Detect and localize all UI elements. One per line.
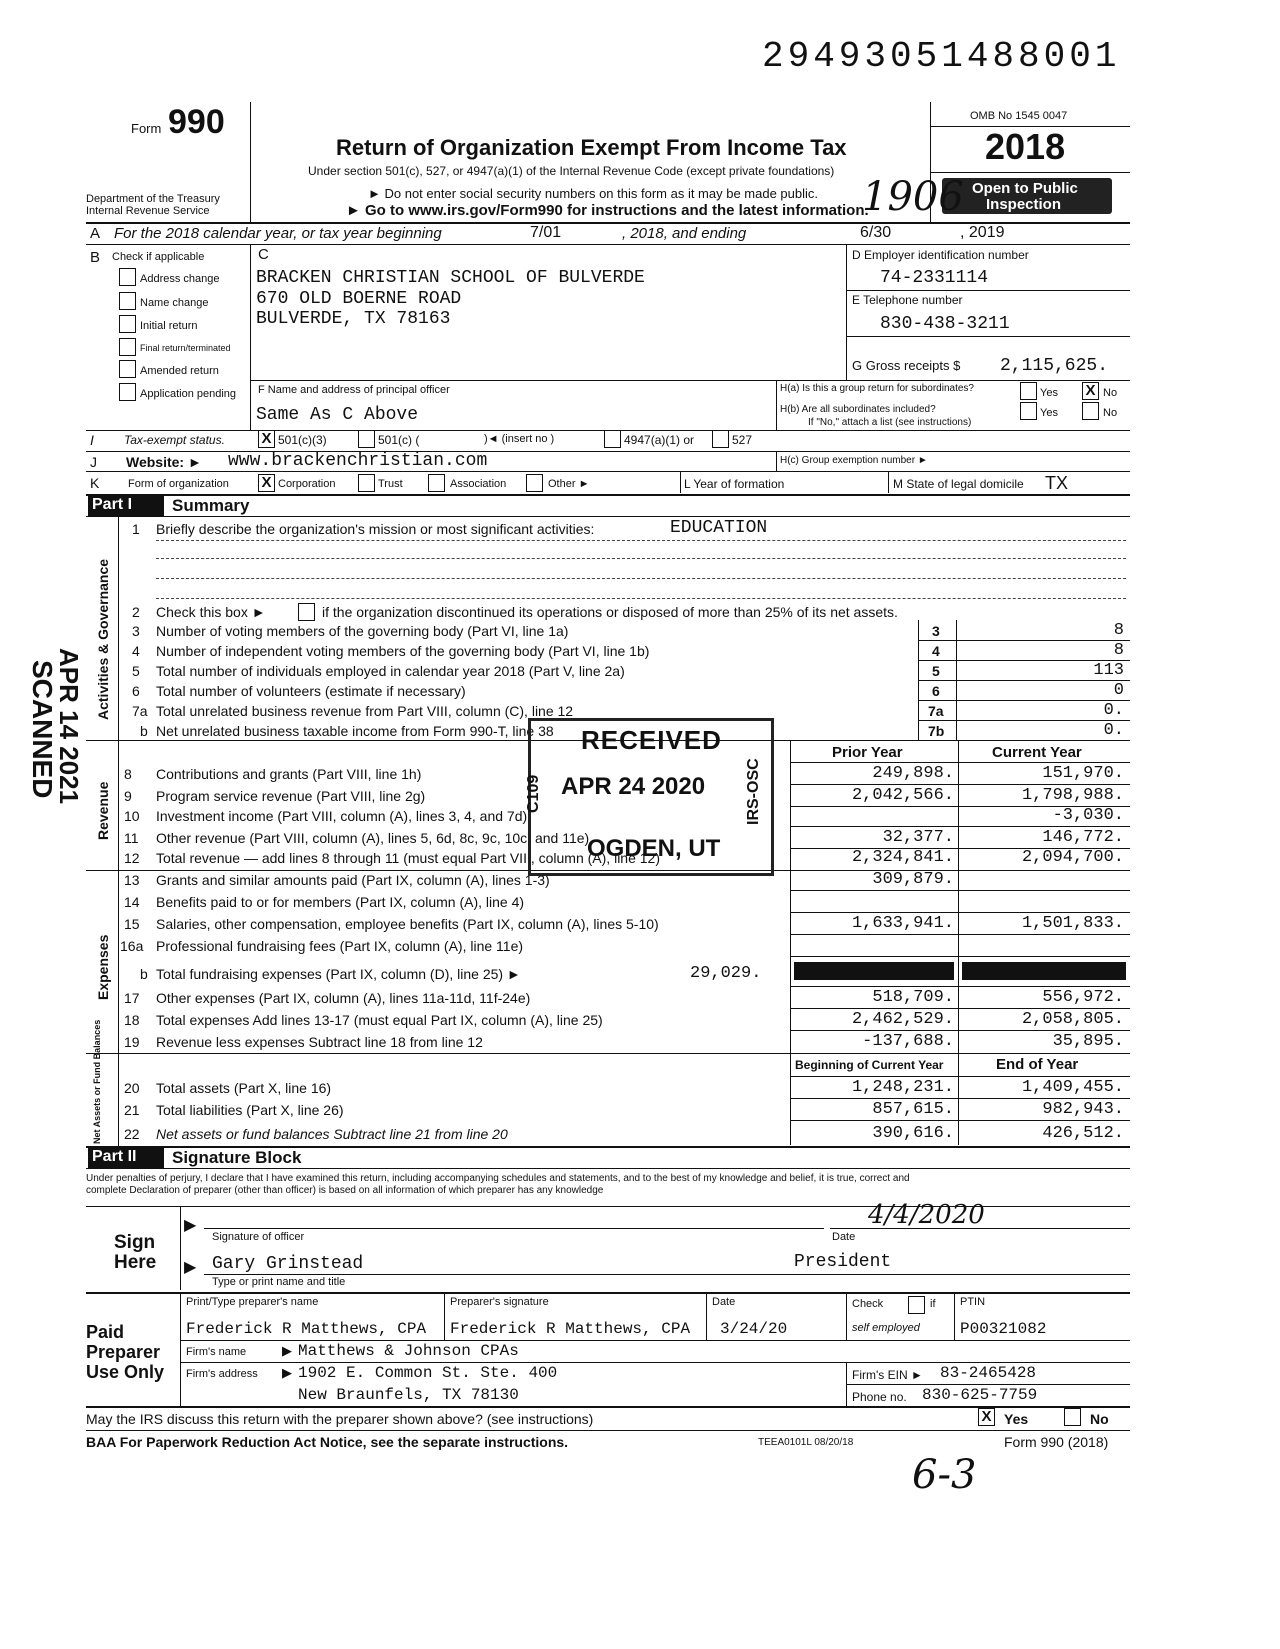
col-prior-year: Prior Year [832, 744, 903, 761]
stamp-left-code: C109 [525, 774, 542, 813]
label-insert-no: )◄ (insert no ) [484, 433, 555, 445]
firm-ein-label: Firm's EIN ► [852, 1368, 923, 1382]
line-11-prior[interactable]: 32,377. [882, 828, 954, 847]
checkbox-application-pending[interactable] [119, 383, 136, 401]
line-8-text: Contributions and grants (Part VIII, line 1h) [156, 766, 422, 782]
scanned-date: APR 14 2021 [54, 648, 84, 805]
line-l-label: L Year of formation [684, 477, 785, 491]
line-17-prior[interactable]: 518,709. [872, 988, 954, 1007]
checkbox-501c[interactable] [358, 430, 375, 448]
sign-arrow-icon: ▶ [184, 1217, 197, 1234]
line-16b-num: b [140, 966, 148, 982]
line-8-num: 8 [124, 766, 132, 782]
if-label: if [930, 1298, 936, 1310]
h-b-label: H(b) Are all subordinates included? [780, 404, 936, 415]
part-1-label [88, 496, 164, 516]
date-label: Date [832, 1231, 856, 1243]
line-16a-text: Professional fundraising fees (Part IX, column (A), line 11e) [156, 938, 524, 954]
line-4-value[interactable]: 8 [1113, 641, 1124, 660]
firm-address-2[interactable]: New Braunfels, TX 78130 [298, 1386, 519, 1404]
footer-code: TEEA0101L 08/20/18 [758, 1437, 854, 1448]
line-a-mid: , 2018, and ending [622, 225, 747, 242]
checkbox-discontinued[interactable] [298, 603, 315, 621]
officer-signature-date[interactable]: 4/4/2020 [868, 1200, 985, 1230]
preparer-phone[interactable]: 830-625-7759 [922, 1386, 1038, 1404]
checkbox-final-return[interactable] [119, 338, 136, 356]
stamp-received: RECEIVED [581, 725, 722, 755]
discuss-text: May the IRS discuss this return with the preparer shown above? (see instructions) [86, 1411, 594, 1427]
part-2-label [88, 1148, 164, 1168]
line-19-current[interactable]: 35,895. [1052, 1032, 1124, 1051]
checkbox-association[interactable] [428, 474, 445, 492]
line-21-text: Total liabilities (Part X, line 26) [156, 1102, 344, 1118]
h-a-label: H(a) Is this a group return for subordinates? [780, 383, 974, 394]
address-arrow-icon: ▶ [282, 1365, 292, 1380]
line-j-letter: J [90, 454, 97, 470]
line-19-text: Revenue less expenses Subtract line 18 from line 12 [156, 1034, 483, 1050]
label-name-change: Name change [140, 297, 209, 309]
label-address-change: Address change [140, 273, 220, 285]
inspection-text: Inspection [986, 196, 1062, 213]
box-b-title: Check if applicable [112, 251, 205, 263]
open-to-public-badge [942, 178, 1112, 214]
line-17-num: 17 [124, 990, 140, 1006]
line-5-text: Total number of individuals employed in calendar year 2018 (Part V, line 2a) [156, 663, 625, 679]
line-14-num: 14 [124, 894, 140, 910]
line-18-text: Total expenses Add lines 13-17 (must equal Part IX, column (A), line 25) [156, 1012, 603, 1028]
part-1-label-text: Part I [92, 496, 133, 513]
ptin-label: PTIN [960, 1296, 986, 1308]
sidebar-net-assets: Net Assets or Fund Balances [92, 1019, 102, 1144]
line-3-text: Number of voting members of the governing body (Part VI, line 1a) [156, 623, 569, 639]
firm-address-label: Firm's address [186, 1368, 258, 1380]
line-k-label: Form of organization [128, 478, 229, 490]
label-501c3: 501(c)(3) [278, 433, 327, 447]
line-13-text: Grants and similar amounts paid (Part IX, column (A), lines 1-3) [156, 872, 550, 888]
stamp-city: OGDEN, UT [587, 835, 721, 862]
line-15-text: Salaries, other compensation, employee benefits (Part IX, column (A), lines 5-10) [156, 916, 659, 932]
firm-address-1[interactable]: 1902 E. Common St. Ste. 400 [298, 1364, 558, 1382]
line-21-begin[interactable]: 857,615. [872, 1100, 954, 1119]
preparer-date[interactable]: 3/24/20 [720, 1320, 788, 1338]
line-16a-num: 16a [120, 938, 144, 954]
line-5-num: 5 [132, 663, 140, 679]
self-employed-checkbox[interactable] [908, 1296, 925, 1314]
line-12-text: Total revenue — add lines 8 through 11 (must equal Part VIII, column (A), line 12) [156, 850, 660, 866]
line-18-prior[interactable]: 2,462,529. [851, 1010, 954, 1029]
document-locator-number: 29493051488001 [762, 36, 1121, 77]
line-7a-text: Total unrelated business revenue from Part VIII, column (C), line 12 [156, 703, 574, 719]
preparer-name[interactable]: Frederick R Matthews, CPA [186, 1320, 427, 1338]
part-2-label-text: Part II [92, 1148, 137, 1165]
line-4-text: Number of independent voting members of the governing body (Part VI, line 1b) [156, 643, 650, 659]
use-only-label: Use Only [86, 1362, 165, 1382]
label-initial-return: Initial return [140, 320, 198, 332]
line-4-num: 4 [132, 643, 140, 659]
ssn-warning: ► Do not enter social security numbers on this form as it may be made public. [368, 186, 819, 201]
penalty-text-2: complete Declaration of preparer (other than officer) is based on all information of which preparer has any knowledge [86, 1185, 604, 1196]
line-8-prior[interactable]: 249,898. [872, 764, 954, 783]
line-20-end[interactable]: 1,409,455. [1021, 1078, 1124, 1097]
discuss-no-checkbox[interactable] [1064, 1408, 1081, 1426]
firm-name-label: Firm's name [186, 1346, 247, 1358]
stamp-right-code: IRS-OSC [745, 758, 762, 825]
firm-name[interactable]: Matthews & Johnson CPAs [298, 1342, 519, 1360]
line-20-num: 20 [124, 1080, 140, 1096]
handwritten-1906: 1906 [862, 174, 964, 220]
line-12-prior[interactable]: 2,324,841. [851, 848, 954, 867]
line-10-num: 10 [124, 808, 140, 824]
preparer-signature-label: Preparer's signature [450, 1296, 549, 1308]
officer-title[interactable]: President [794, 1252, 892, 1272]
label-527: 527 [732, 433, 753, 447]
line-7b-box: 7b [928, 723, 945, 739]
checkbox-other[interactable] [526, 474, 543, 492]
line-7b-value[interactable]: 0. [1103, 721, 1124, 740]
line-a-text: For the 2018 calendar year, or tax year beginning [114, 225, 442, 242]
box-f-label: F Name and address of principal officer [258, 384, 450, 396]
line-11-current[interactable]: 146,772. [1042, 828, 1124, 847]
here-label: Here [114, 1252, 157, 1273]
line-18-current[interactable]: 2,058,805. [1021, 1010, 1124, 1029]
open-to-public-text: Open to Public [972, 180, 1078, 197]
stamp-date: APR 24 2020 [561, 773, 706, 800]
line-i-letter: I [90, 432, 94, 448]
checkbox-corporation[interactable]: X [258, 474, 275, 492]
part-2-title: Signature Block [172, 1148, 302, 1167]
col-end-year: End of Year [996, 1056, 1079, 1073]
checkbox-trust[interactable] [358, 474, 375, 492]
line-j-label: Website: ► [126, 454, 202, 470]
sidebar-revenue: Revenue [95, 781, 111, 840]
dept-treasury: Department of the Treasury [86, 193, 220, 205]
line-22-end[interactable]: 426,512. [1042, 1124, 1124, 1143]
hb-yes-label: Yes [1040, 407, 1058, 419]
line-12-current[interactable]: 2,094,700. [1021, 848, 1124, 867]
preparer-name-label: Print/Type preparer's name [186, 1296, 319, 1308]
box-c-letter: C [258, 246, 269, 263]
line-21-num: 21 [124, 1102, 140, 1118]
hb-no-label: No [1103, 407, 1118, 419]
line-7a-num: 7a [132, 703, 148, 719]
line-10-text: Investment income (Part VIII, column (A), lines 3, 4, and 7d) [156, 808, 528, 824]
ha-no-label: No [1103, 387, 1118, 399]
box-d-label: D Employer identification number [852, 248, 1029, 262]
form-prefix: Form [131, 121, 162, 136]
self-employed-label: self employed [852, 1322, 920, 1334]
line-3-num: 3 [132, 623, 140, 639]
line-i-label: Tax-exempt status. [124, 433, 225, 447]
line-17-current[interactable]: 556,972. [1042, 988, 1124, 1007]
label-association: Association [450, 478, 507, 490]
part-1-title: Summary [172, 496, 250, 515]
org-address[interactable]: 670 OLD BOERNE ROAD [256, 289, 462, 309]
line-19-prior[interactable]: -137,688. [862, 1032, 954, 1051]
type-name-title-label: Type or print name and title [212, 1276, 346, 1288]
principal-officer[interactable]: Same As C Above [256, 405, 419, 425]
checkbox-527[interactable] [712, 430, 729, 448]
line-18-num: 18 [124, 1012, 140, 1028]
discuss-yes-checkbox[interactable]: X [978, 1408, 995, 1426]
line-20-text: Total assets (Part X, line 16) [156, 1080, 332, 1096]
line-10-current[interactable]: -3,030. [1052, 806, 1124, 825]
h-b-note: If "No," attach a list (see instructions) [808, 417, 972, 428]
line-1-text: Briefly describe the organization's mission or most significant activities: [156, 521, 595, 537]
line-6-text: Total number of volunteers (estimate if necessary) [156, 683, 466, 699]
line-a-letter: A [90, 225, 101, 242]
tax-year-end[interactable]: 6/30 [860, 224, 892, 241]
baa-text: BAA For Paperwork Reduction Act Notice, see the separate instructions. [86, 1434, 569, 1450]
label-corporation: Corporation [278, 478, 336, 490]
line-3-value[interactable]: 8 [1113, 621, 1124, 640]
label-final-return: Final return/terminated [140, 343, 231, 353]
gross-receipts-value[interactable]: 2,115,625. [1000, 356, 1109, 376]
form-subtitle: Under section 501(c), 527, or 4947(a)(1) of the Internal Revenue Code (except private foundations) [308, 164, 835, 178]
officer-signature-label: Signature of officer [212, 1231, 305, 1243]
line-7a-box: 7a [928, 703, 944, 719]
label-4947: 4947(a)(1) or [624, 433, 695, 447]
paid-label: Paid [86, 1322, 125, 1342]
col-current-year: Current Year [992, 744, 1082, 761]
tax-year-end-year[interactable]: , 2019 [960, 224, 1005, 241]
line-m-label: M State of legal domicile [893, 477, 1024, 491]
sign-arrow-icon-2: ▶ [184, 1259, 197, 1276]
checkbox-address-change[interactable] [119, 268, 136, 286]
line-15-num: 15 [124, 916, 140, 932]
line-16b-value[interactable]: 29,029. [690, 964, 762, 983]
line-13-num: 13 [124, 872, 140, 888]
form-title: Return of Organization Exempt From Income Tax [336, 135, 847, 160]
line-7b-text: Net unrelated business taxable income from Form 990-T, line 38 [156, 723, 554, 739]
line-2-text2: if the organization discontinued its operations or disposed of more than 25% of its net assets. [322, 604, 898, 620]
line-17-text: Other expenses (Part IX, column (A), lines 11a-11d, 11f-24e) [156, 990, 531, 1006]
preparer-label: Preparer [86, 1342, 161, 1362]
line-6-num: 6 [132, 683, 140, 699]
line-19-num: 19 [124, 1034, 140, 1050]
sidebar-activities-governance: Activities & Governance [95, 558, 111, 720]
omb-number: OMB No 1545 0047 [970, 110, 1068, 122]
line-8-current[interactable]: 151,970. [1042, 764, 1124, 783]
sidebar-expenses: Expenses [95, 934, 111, 1000]
line-7a-value[interactable]: 0. [1103, 701, 1124, 720]
ein-value[interactable]: 74-2331114 [880, 268, 989, 288]
checkbox-amended-return[interactable] [119, 360, 136, 378]
line-22-begin[interactable]: 390,616. [872, 1124, 954, 1143]
org-city[interactable]: BULVERDE, TX 78163 [256, 309, 451, 329]
phone-label: Phone no. [852, 1390, 907, 1404]
form-number: 990 [168, 103, 225, 141]
preparer-signature[interactable]: Frederick R Matthews, CPA [450, 1320, 691, 1338]
line-9-current[interactable]: 1,798,988. [1021, 786, 1124, 805]
line-9-text: Program service revenue (Part VIII, line 2g) [156, 788, 426, 804]
h-c-label: H(c) Group exemption number ► [780, 455, 928, 466]
shaded-prior [794, 962, 954, 980]
mission-value[interactable]: EDUCATION [670, 518, 768, 538]
label-trust: Trust [378, 478, 403, 490]
line-21-end[interactable]: 982,943. [1042, 1100, 1124, 1119]
ha-yes-checkbox[interactable] [1020, 382, 1037, 400]
line-16b-text: Total fundraising expenses (Part IX, column (D), line 25) ► [156, 966, 521, 982]
checkbox-4947[interactable] [604, 430, 621, 448]
website-value[interactable]: www.brackenchristian.com [228, 451, 488, 471]
shaded-current [962, 962, 1126, 980]
line-22-text: Net assets or fund balances Subtract line 21 from line 20 [156, 1126, 508, 1142]
line-4-box: 4 [932, 643, 940, 659]
dept-irs: Internal Revenue Service [86, 205, 210, 217]
line-13-prior[interactable]: 309,879. [872, 870, 954, 889]
line-9-num: 9 [124, 788, 132, 804]
label-other: Other ► [548, 478, 590, 490]
scanned-stamp: SCANNED [27, 660, 58, 799]
received-stamp [525, 718, 774, 876]
label-amended-return: Amended return [140, 365, 219, 377]
preparer-date-label: Date [712, 1296, 736, 1308]
tax-year-begin[interactable]: 7/01 [530, 224, 562, 241]
line-1-num: 1 [132, 521, 140, 537]
line-14-text: Benefits paid to or for members (Part IX, column (A), line 4) [156, 894, 525, 910]
line-7b-num: b [140, 723, 148, 739]
label-501c: 501(c) ( [378, 433, 420, 447]
org-name[interactable]: BRACKEN CHRISTIAN SCHOOL OF BULVERDE [256, 268, 645, 288]
irs-website-note: ► Go to www.irs.gov/Form990 for instructions and the latest information. [346, 202, 869, 219]
ptin-value[interactable]: P00321082 [960, 1320, 1047, 1338]
box-b-letter: B [90, 249, 101, 266]
footer-form: Form 990 (2018) [1004, 1434, 1109, 1450]
tax-year: 2018 [985, 126, 1066, 167]
hb-yes-checkbox[interactable] [1020, 402, 1037, 420]
line-15-current[interactable]: 1,501,833. [1021, 914, 1124, 933]
hb-no-checkbox[interactable] [1082, 402, 1099, 420]
discuss-yes-label: Yes [1004, 1411, 1029, 1427]
line-11-text: Other revenue (Part VIII, column (A), lines 5, 6d, 8c, 9c, 10c, and 11e) [156, 830, 590, 846]
line-22-num: 22 [124, 1126, 140, 1142]
line-2-num: 2 [132, 604, 140, 620]
line-k-letter: K [90, 475, 100, 491]
handwritten-bottom: 6-3 [912, 1452, 977, 1498]
line-6-box: 6 [932, 683, 940, 699]
line-6-value[interactable]: 0 [1113, 681, 1124, 700]
checkbox-501c3[interactable]: X [258, 430, 275, 448]
line-9-prior[interactable]: 2,042,566. [851, 786, 954, 805]
check-label: Check [852, 1298, 884, 1310]
sign-label: Sign [114, 1232, 156, 1253]
penalty-text-1: Under penalties of perjury, I declare that I have examined this return, including accompanying schedules and statements, and to the best of my knowledge and belief, it is true, correct and [86, 1173, 910, 1184]
phone-value[interactable]: 830-438-3211 [880, 314, 1010, 334]
checkbox-name-change[interactable] [119, 292, 136, 310]
firm-arrow-icon: ▶ [282, 1343, 292, 1358]
box-e-label: E Telephone number [852, 293, 963, 307]
line-2-text: Check this box ► [156, 604, 266, 620]
officer-name[interactable]: Gary Grinstead [212, 1254, 364, 1274]
checkbox-initial-return[interactable] [119, 315, 136, 333]
line-12-num: 12 [124, 850, 140, 866]
line-3-box: 3 [932, 623, 940, 639]
col-begin-year: Beginning of Current Year [795, 1058, 944, 1072]
line-11-num: 11 [124, 830, 139, 846]
ha-yes-label: Yes [1040, 387, 1058, 399]
line-5-box: 5 [932, 663, 940, 679]
state-domicile-value[interactable]: TX [1045, 473, 1069, 493]
label-application-pending: Application pending [140, 388, 237, 400]
discuss-no-label: No [1090, 1411, 1109, 1427]
line-15-prior[interactable]: 1,633,941. [851, 914, 954, 933]
line-20-begin[interactable]: 1,248,231. [851, 1078, 954, 1097]
line-5-value[interactable]: 113 [1093, 661, 1124, 680]
firm-ein[interactable]: 83-2465428 [940, 1364, 1037, 1382]
ha-no-checkbox[interactable]: X [1082, 382, 1099, 400]
box-g-label: G Gross receipts $ [852, 358, 961, 373]
